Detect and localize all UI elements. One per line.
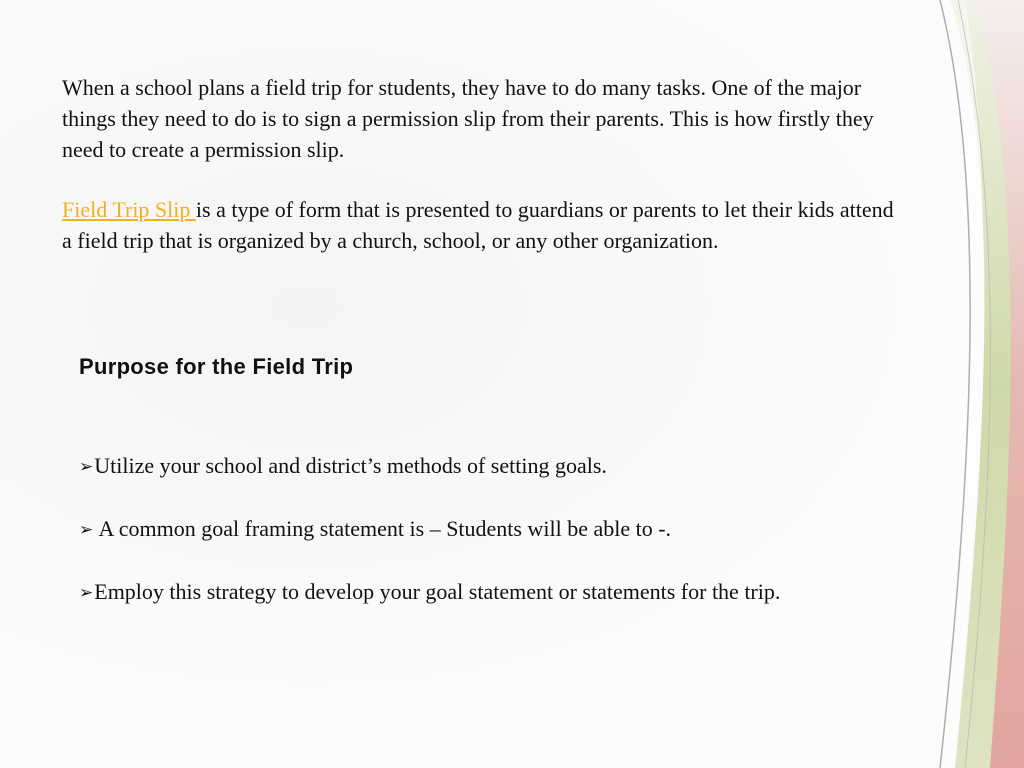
section-heading: Purpose for the Field Trip — [79, 354, 354, 379]
definition-text: is a type of form that is presented to guardians or parents to let their kids attend a field trip that is organized by a church, school, or any other organization. — [62, 197, 894, 253]
list-item-text: Employ this strategy to develop your goal statement or statements for the trip. — [94, 579, 781, 604]
intro-text — [62, 72, 902, 256]
arrow-bullet-icon: ➢ — [79, 520, 94, 540]
list-item — [79, 513, 819, 546]
intro-paragraph: When a school plans a field trip for students, they have to do many tasks. One of the major things they need to do is to sign a permission slip from their parents. This is how firstly they need to create a permission slip. — [62, 75, 874, 162]
definition-paragraph — [62, 194, 902, 256]
field-trip-slip-link[interactable]: Field Trip Slip — [62, 197, 196, 222]
list-item-text: A common goal framing statement is – Students will be able to -. — [94, 516, 672, 541]
arrow-bullet-icon: ➢ — [79, 583, 94, 603]
purpose-list — [79, 450, 819, 639]
arrow-bullet-icon: ➢ — [79, 457, 94, 477]
list-item — [79, 450, 819, 483]
list-item — [79, 576, 819, 609]
list-item-text: Utilize your school and district’s methods of setting goals. — [94, 453, 607, 478]
